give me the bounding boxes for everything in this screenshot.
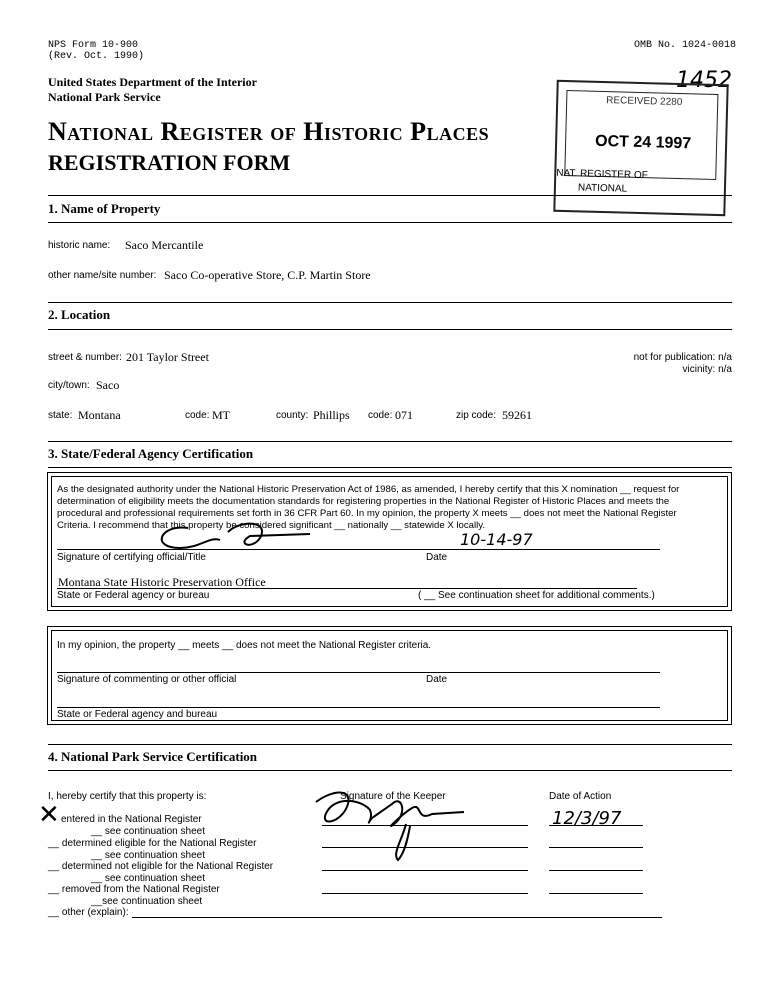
section2-title: 2. Location — [48, 307, 111, 322]
agency-line — [57, 588, 637, 589]
comment-agency-label: State or Federal agency and bureau — [57, 709, 218, 720]
county-code-value: 071 — [395, 408, 413, 422]
action-line-4 — [549, 893, 643, 894]
section3-title: 3. State/Federal Agency Certification — [48, 446, 254, 461]
state-value: Montana — [78, 408, 121, 422]
stamp-received: RECEIVED 2280 — [606, 95, 683, 109]
section3-bottom-rule — [48, 467, 732, 468]
form-subtitle: REGISTRATION FORM — [48, 150, 291, 175]
vicinity: vicinity: n/a — [682, 364, 732, 375]
opinion-text: In my opinion, the property __ meets __ does not meet the National Register criteria. — [57, 640, 432, 651]
certification-date: 10-14-97 — [460, 530, 533, 549]
date-of-action-value: 12/3/97 — [552, 808, 622, 829]
signature-label: Signature of certifying official/Title — [57, 552, 206, 563]
county-code-label: code: — [368, 410, 393, 421]
other-name-label: other name/site number: — [48, 270, 157, 281]
section1-top-rule — [48, 195, 732, 196]
status-eligible: __ determined eligible for the National Register — [48, 838, 257, 849]
status-entered-continuation: __ see continuation sheet — [91, 826, 205, 837]
action-line-3 — [549, 870, 643, 871]
comment-date-label: Date — [426, 674, 448, 685]
stamp-line1: NAT. REGISTER OF — [556, 167, 648, 182]
state-code-label: code: — [185, 410, 210, 421]
comment-signature-label: Signature of commenting or other official — [57, 674, 237, 685]
status-entered: entered in the National Register — [61, 814, 202, 825]
historic-name-value: Saco Mercantile — [125, 238, 204, 252]
signature-line — [57, 549, 660, 550]
section4-top-rule — [48, 744, 732, 745]
status-not-eligible: __ determined not eligible for the National Register — [48, 861, 274, 872]
comment-signature-line — [57, 672, 660, 673]
handwritten-number: 1452 — [676, 68, 732, 93]
zip-value: 59261 — [502, 408, 532, 422]
other-name-value: Saco Co-operative Store, C.P. Martin Store — [164, 268, 371, 282]
zip-label: zip code: — [456, 410, 497, 421]
omb-number: OMB No. 1024-0018 — [634, 40, 737, 51]
action-line-1 — [549, 825, 643, 826]
status-removed-continuation: __see continuation sheet — [91, 896, 203, 907]
keeper-signature — [312, 784, 472, 864]
county-label: county: — [276, 410, 309, 421]
comment-agency-line — [57, 707, 660, 708]
form-number: NPS Form 10-900 — [48, 40, 139, 51]
continuation-sheet-note: ( __ See continuation sheet for additional comments.) — [418, 590, 655, 601]
date-label: Date — [426, 552, 448, 563]
nps-certify-intro: I, hereby certify that this property is: — [48, 791, 207, 802]
section2-top-rule — [48, 302, 732, 303]
action-line-2 — [549, 847, 643, 848]
department-name: United States Department of the Interior — [48, 75, 257, 89]
state-label: state: — [48, 410, 73, 421]
status-not-eligible-continuation: __ see continuation sheet — [91, 873, 205, 884]
service-name: National Park Service — [48, 90, 161, 104]
county-value: Phillips — [313, 408, 350, 422]
cert-text-line1: As the designated authority under the National Historic Preservation Act of 1986, as amended, I hereby certify that this X nomination __ request for — [57, 484, 680, 495]
section4-title: 4. National Park Service Certification — [48, 749, 258, 764]
state-code-value: MT — [212, 408, 230, 422]
status-eligible-continuation: __ see continuation sheet — [91, 850, 205, 861]
cert-text-line2: determination of eligibility meets the documentation standards for registering properties in the National Register of Historic Places and meets the — [57, 496, 670, 507]
other-explain-line — [132, 917, 662, 918]
section1-bottom-rule — [48, 222, 732, 223]
keeper-signature-label: Signature of the Keeper — [340, 791, 446, 802]
street-value: 201 Taylor Street — [126, 350, 209, 364]
section4-bottom-rule — [48, 770, 732, 771]
entered-checkmark-icon: ✕ — [38, 800, 60, 830]
not-for-publication: not for publication: n/a — [633, 352, 732, 363]
form-title: National Register of Historic Places — [48, 117, 490, 146]
stamp-date: OCT 24 1997 — [594, 132, 692, 153]
status-other: __ other (explain): — [48, 907, 129, 918]
street-label: street & number: — [48, 352, 122, 363]
section2-bottom-rule — [48, 329, 732, 330]
cert-text-line3: procedural and professional requirements set forth in 36 CFR Part 60. In my opinion, the property X meets __ does not meet the National Register — [57, 508, 677, 519]
cert-text-line4: Criteria. I recommend that this property be considered significant __ nationally __ statewide X locally. — [57, 520, 486, 531]
city-value: Saco — [96, 378, 120, 392]
keeper-line-1 — [322, 825, 528, 826]
agency-value: Montana State Historic Preservation Office — [58, 575, 266, 589]
form-revision: (Rev. Oct. 1990) — [48, 51, 145, 62]
section1-title: 1. Name of Property — [48, 201, 161, 216]
keeper-line-3 — [322, 870, 528, 871]
keeper-line-4 — [322, 893, 528, 894]
status-removed: __ removed from the National Register — [48, 884, 220, 895]
section3-top-rule — [48, 441, 732, 442]
keeper-line-2 — [322, 847, 528, 848]
date-of-action-label: Date of Action — [549, 791, 612, 802]
agency-label: State or Federal agency or bureau — [57, 590, 210, 601]
stamp-line2: NATIONAL — [577, 182, 628, 195]
historic-name-label: historic name: — [48, 240, 111, 251]
city-label: city/town: — [48, 380, 90, 391]
